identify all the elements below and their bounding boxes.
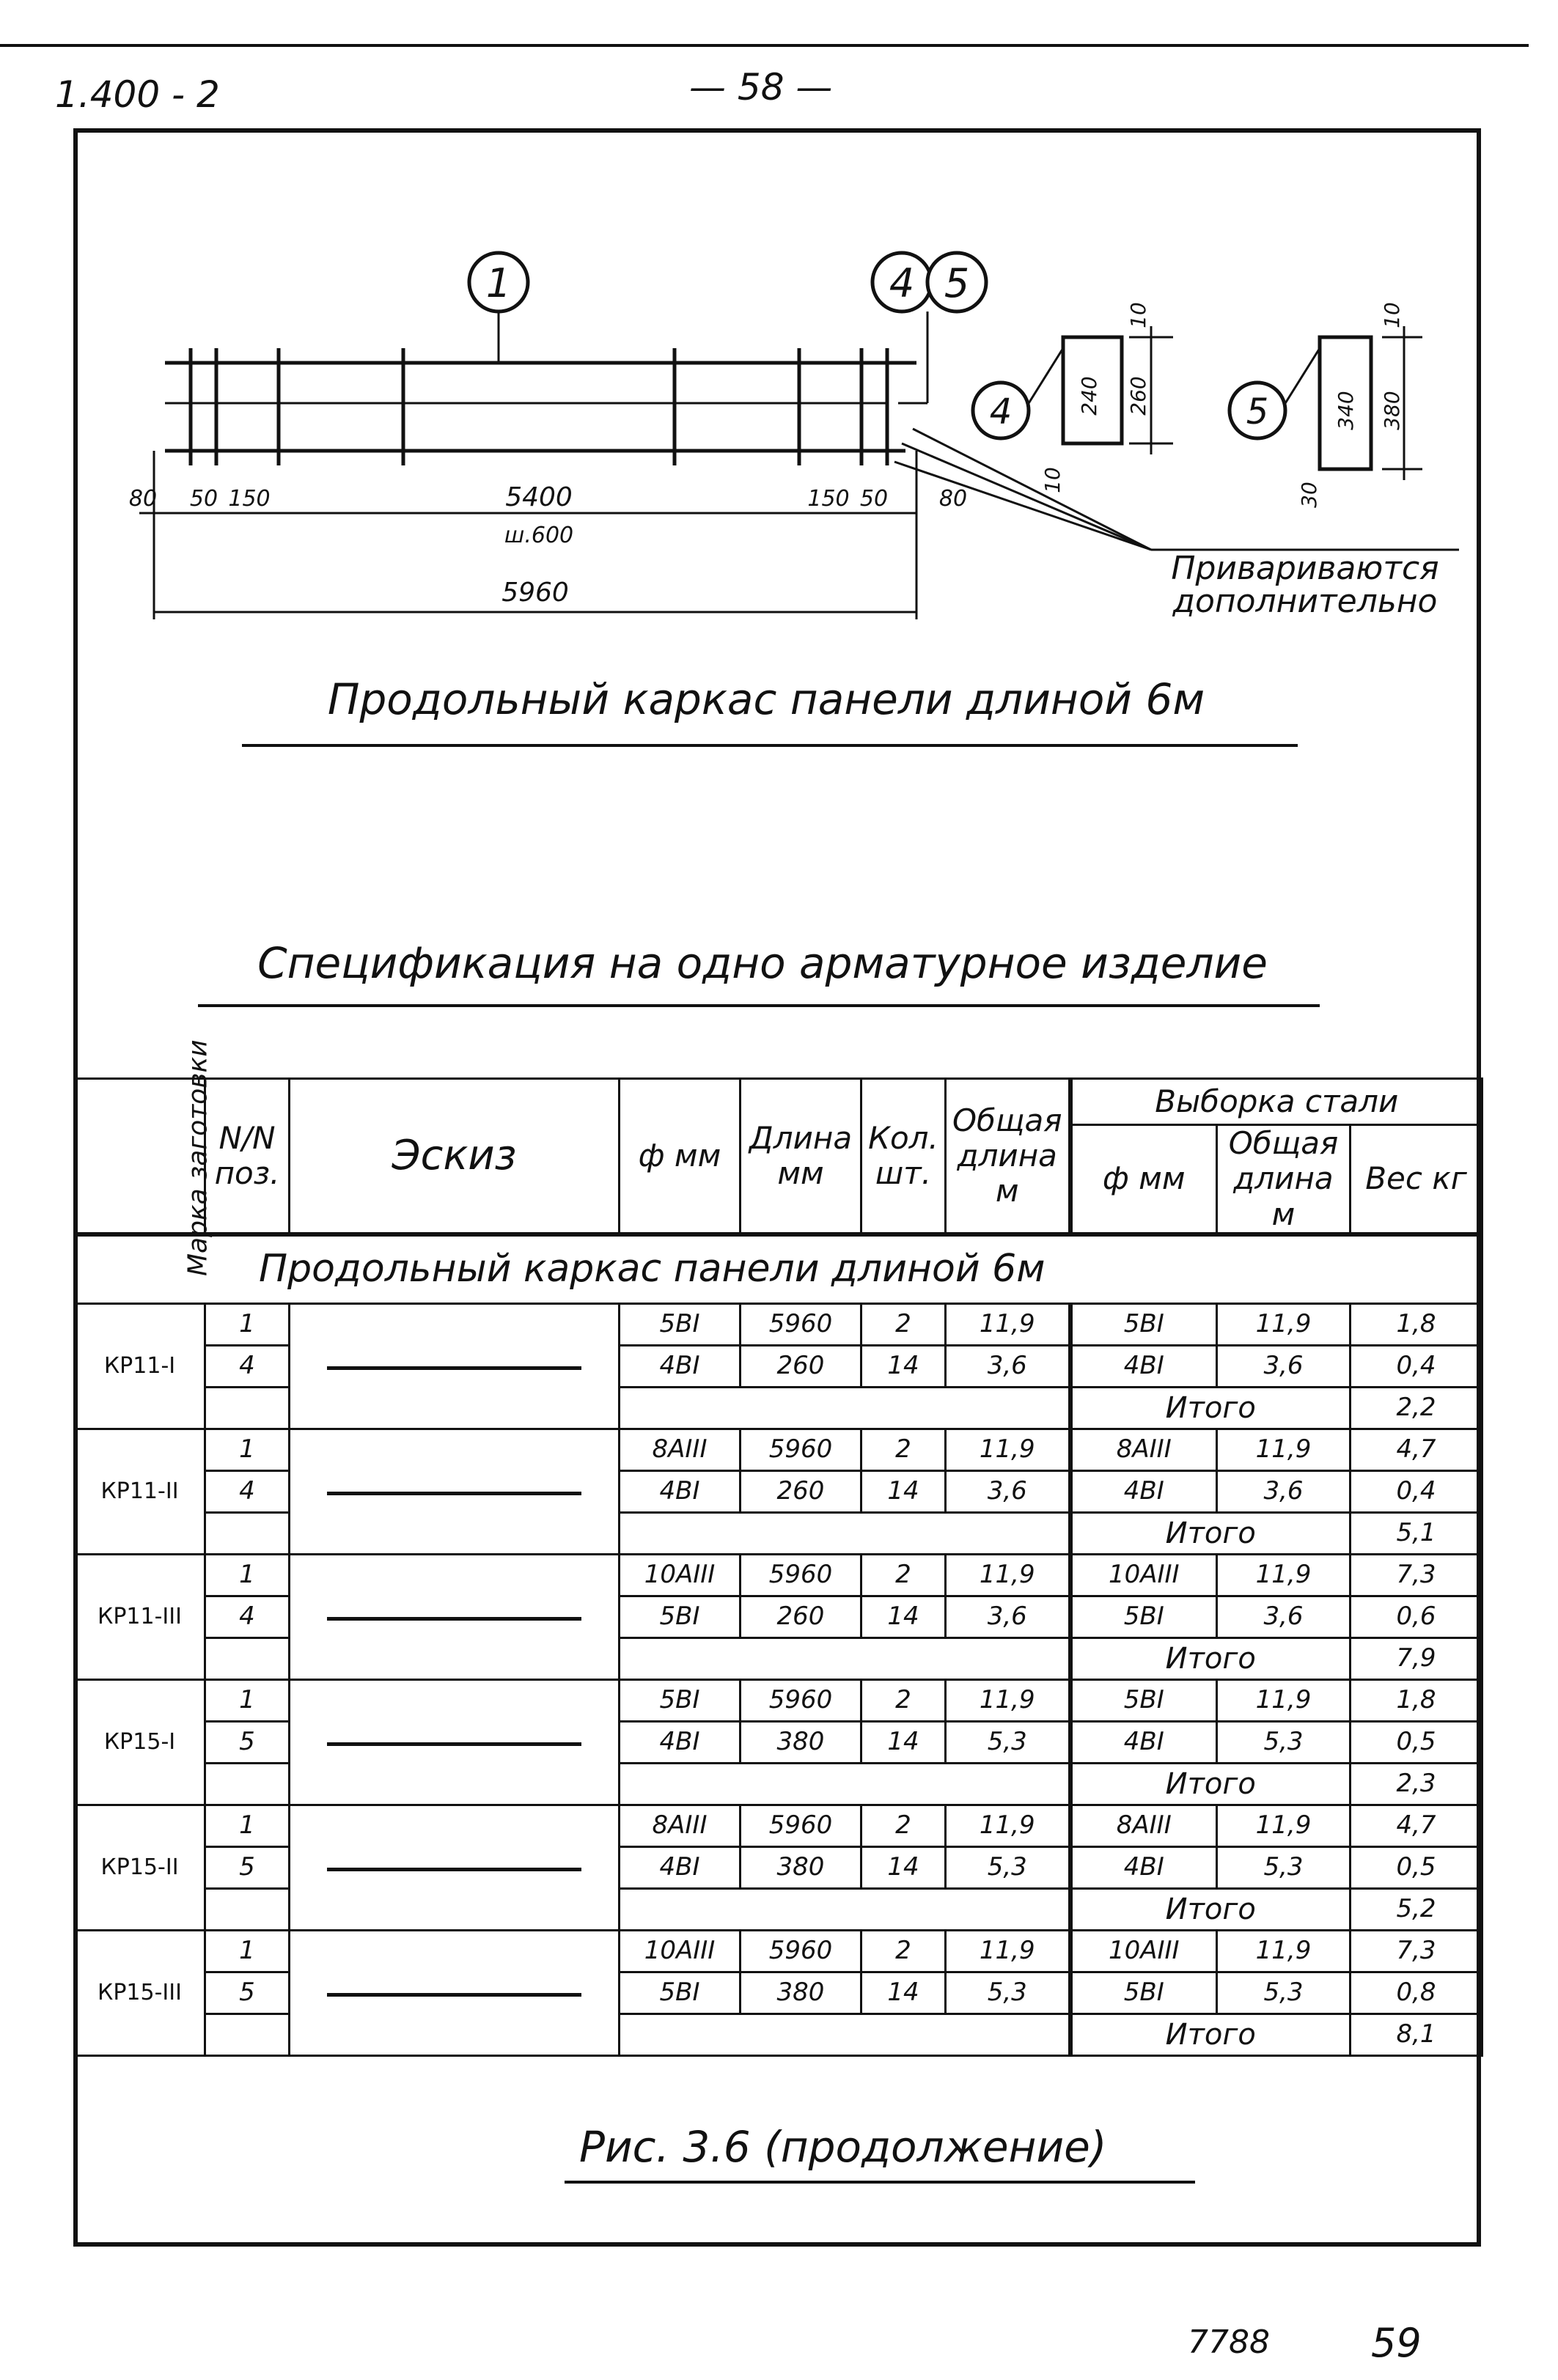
mark-cell: КР15-III [75, 1930, 205, 2055]
total-length-cell: 5,3 [946, 1972, 1070, 2014]
weight-cell: 1,8 [1351, 1303, 1482, 1345]
bar-sketch [327, 1993, 581, 1997]
s-length-cell: 11,9 [1217, 1429, 1351, 1470]
length-cell: 5960 [741, 1805, 861, 1846]
length-cell: 5960 [741, 1930, 861, 1972]
qty-cell: 2 [861, 1429, 946, 1470]
total-row [75, 2014, 1482, 2055]
qty-cell: 14 [861, 1846, 946, 1888]
weight-cell: 1,8 [1351, 1679, 1482, 1721]
s-phi-cell: 5BI [1070, 1596, 1217, 1637]
pos-cell: 1 [205, 1679, 290, 1721]
empty-cell [205, 1763, 290, 1805]
bar-sketch [327, 1868, 581, 1871]
table-row [75, 1303, 1482, 1345]
s-length-cell: 11,9 [1217, 1930, 1351, 1972]
header-mark: Марка заготовки [75, 1079, 205, 1234]
header-sketch: Эскиз [290, 1079, 620, 1234]
mark-cell: КР15-I [75, 1679, 205, 1805]
sketch-cell [290, 1805, 620, 1930]
d4-outer: 260 [1126, 376, 1150, 416]
qty-cell: 14 [861, 1345, 946, 1387]
length-cell: 5960 [741, 1679, 861, 1721]
weight-cell: 0,8 [1351, 1972, 1482, 2014]
total-row [75, 1637, 1482, 1679]
total-row [75, 1763, 1482, 1805]
phi-cell: 10AIII [620, 1554, 741, 1596]
s-phi-cell: 8AIII [1070, 1805, 1217, 1846]
s-length-cell: 3,6 [1217, 1345, 1351, 1387]
total-length-cell: 11,9 [946, 1930, 1070, 1972]
qty-cell: 2 [861, 1930, 946, 1972]
phi-cell: 8AIII [620, 1429, 741, 1470]
callout-1: 1 [485, 260, 512, 306]
top-rule [0, 44, 1529, 47]
pos-cell: 1 [205, 1930, 290, 1972]
length-cell: 380 [741, 1972, 861, 2014]
s-phi-cell: 5BI [1070, 1972, 1217, 2014]
qty-cell: 2 [861, 1303, 946, 1345]
page-number: — 58 — [689, 66, 833, 108]
d4-inner: 240 [1077, 376, 1101, 416]
dim-right-space: 150 [807, 486, 850, 512]
qty-cell: 14 [861, 1470, 946, 1512]
total-weight: 2,2 [1351, 1387, 1482, 1429]
s-phi-cell: 4BI [1070, 1721, 1217, 1763]
length-cell: 5960 [741, 1554, 861, 1596]
s-length-cell: 11,9 [1217, 1805, 1351, 1846]
phi-cell: 4BI [620, 1470, 741, 1512]
weight-cell: 4,7 [1351, 1429, 1482, 1470]
phi-cell: 4BI [620, 1721, 741, 1763]
weight-cell: 0,4 [1351, 1470, 1482, 1512]
total-length-cell: 3,6 [946, 1596, 1070, 1637]
sketch-cell [290, 1679, 620, 1805]
length-cell: 260 [741, 1596, 861, 1637]
phi-cell: 5BI [620, 1679, 741, 1721]
qty-cell: 14 [861, 1972, 946, 2014]
weight-cell: 0,6 [1351, 1596, 1482, 1637]
s-phi-cell: 4BI [1070, 1470, 1217, 1512]
table-row [75, 1805, 1482, 1846]
total-label: Итого [1070, 1888, 1351, 1930]
weight-cell: 7,3 [1351, 1554, 1482, 1596]
pos-cell: 1 [205, 1805, 290, 1846]
empty-cell [620, 1637, 1070, 1679]
total-label: Итого [1070, 1387, 1351, 1429]
total-length-cell: 11,9 [946, 1805, 1070, 1846]
total-row [75, 1512, 1482, 1554]
s-length-cell: 5,3 [1217, 1846, 1351, 1888]
qty-cell: 14 [861, 1721, 946, 1763]
empty-cell [205, 2014, 290, 2055]
header-total-length: Общая длина м [946, 1079, 1070, 1234]
header-sampling: Выборка стали [1070, 1079, 1482, 1125]
dim-left-space: 150 [228, 486, 271, 512]
header-s-phi: ф мм [1070, 1125, 1217, 1234]
total-weight: 5,2 [1351, 1888, 1482, 1930]
note-line2: дополнительно [1172, 583, 1438, 620]
dim-left-gap: 50 [189, 486, 218, 512]
s-length-cell: 11,9 [1217, 1679, 1351, 1721]
d4-bottom: 10 [1040, 467, 1065, 493]
mark-cell: КР11-II [75, 1429, 205, 1554]
dim-right-gap: 50 [859, 486, 889, 512]
footer-sheet: 59 [1371, 2320, 1422, 2366]
empty-cell [620, 1763, 1070, 1805]
s-phi-cell: 10AIII [1070, 1930, 1217, 1972]
detail4-label: 4 [989, 391, 1013, 432]
table-row [75, 1554, 1482, 1596]
total-length-cell: 3,6 [946, 1345, 1070, 1387]
dim-left-end: 80 [128, 486, 158, 512]
pos-cell: 4 [205, 1596, 290, 1637]
total-row [75, 1888, 1482, 1930]
frame-drawing [73, 128, 1481, 737]
drawing-title-underline [242, 744, 1298, 747]
weight-cell: 7,3 [1351, 1930, 1482, 1972]
length-cell: 380 [741, 1846, 861, 1888]
total-weight: 8,1 [1351, 2014, 1482, 2055]
table-row [75, 1429, 1482, 1470]
empty-cell [620, 1888, 1070, 1930]
header-pos: N/N поз. [205, 1079, 290, 1234]
section-title: Продольный каркас панели длиной 6м [75, 1234, 1482, 1304]
spec-title: Спецификация на одно арматурное изделие [257, 938, 1268, 988]
length-cell: 5960 [741, 1429, 861, 1470]
phi-cell: 4BI [620, 1846, 741, 1888]
d5-inner: 340 [1334, 391, 1358, 430]
table-row [75, 1846, 1482, 1888]
dim-middle-sub: ш.600 [504, 523, 574, 548]
weight-cell: 0,4 [1351, 1345, 1482, 1387]
total-length-cell: 11,9 [946, 1679, 1070, 1721]
total-weight: 2,3 [1351, 1763, 1482, 1805]
phi-cell: 4BI [620, 1345, 741, 1387]
total-length-cell: 3,6 [946, 1470, 1070, 1512]
s-length-cell: 3,6 [1217, 1470, 1351, 1512]
d5-outer: 380 [1380, 391, 1404, 430]
total-length-cell: 5,3 [946, 1846, 1070, 1888]
pos-cell: 1 [205, 1554, 290, 1596]
document-code: 1.400 - 2 [55, 73, 220, 116]
header-s-length: Общая длина м [1217, 1125, 1351, 1234]
total-label: Итого [1070, 1637, 1351, 1679]
spec-title-underline [198, 1004, 1320, 1007]
total-weight: 5,1 [1351, 1512, 1482, 1554]
callout-5: 5 [944, 260, 970, 306]
total-label: Итого [1070, 2014, 1351, 2055]
empty-cell [205, 1512, 290, 1554]
qty-cell: 2 [861, 1679, 946, 1721]
weight-cell: 0,5 [1351, 1846, 1482, 1888]
footer-code: 7788 [1188, 2324, 1270, 2361]
table-row [75, 1930, 1482, 1972]
total-length-cell: 5,3 [946, 1721, 1070, 1763]
d4-top: 10 [1126, 302, 1150, 328]
phi-cell: 8AIII [620, 1805, 741, 1846]
d5-bottom: 30 [1297, 482, 1321, 508]
s-length-cell: 3,6 [1217, 1596, 1351, 1637]
total-label: Итого [1070, 1763, 1351, 1805]
s-phi-cell: 4BI [1070, 1846, 1217, 1888]
empty-cell [205, 1387, 290, 1429]
sketch-cell [290, 1554, 620, 1679]
table-row [75, 1721, 1482, 1763]
bar-sketch [327, 1742, 581, 1746]
length-cell: 260 [741, 1345, 861, 1387]
empty-cell [205, 1888, 290, 1930]
phi-cell: 5BI [620, 1972, 741, 2014]
s-length-cell: 5,3 [1217, 1721, 1351, 1763]
header-qty: Кол. шт. [861, 1079, 946, 1234]
figure-caption: Рис. 3.6 (продолжение) [579, 2122, 1107, 2172]
dim-total: 5960 [501, 578, 569, 608]
phi-cell: 5BI [620, 1596, 741, 1637]
s-phi-cell: 10AIII [1070, 1554, 1217, 1596]
header-length: Длина мм [741, 1079, 861, 1234]
total-length-cell: 11,9 [946, 1303, 1070, 1345]
pos-cell: 5 [205, 1972, 290, 2014]
qty-cell: 2 [861, 1805, 946, 1846]
bar-sketch [327, 1492, 581, 1495]
figure-caption-underline [565, 2181, 1195, 2184]
table-row [75, 1345, 1482, 1387]
mark-cell: КР11-III [75, 1554, 205, 1679]
total-weight: 7,9 [1351, 1637, 1482, 1679]
bar-sketch [327, 1617, 581, 1621]
s-phi-cell: 8AIII [1070, 1429, 1217, 1470]
dim-middle: 5400 [505, 482, 573, 512]
mark-cell: КР11-I [75, 1303, 205, 1429]
empty-cell [620, 1512, 1070, 1554]
table-row [75, 1470, 1482, 1512]
sketch-cell [290, 1930, 620, 2055]
length-cell: 5960 [741, 1303, 861, 1345]
header-phi: ф мм [620, 1079, 741, 1234]
empty-cell [620, 1387, 1070, 1429]
length-cell: 380 [741, 1721, 861, 1763]
pos-cell: 4 [205, 1470, 290, 1512]
s-phi-cell: 5BI [1070, 1303, 1217, 1345]
phi-cell: 5BI [620, 1303, 741, 1345]
s-phi-cell: 5BI [1070, 1679, 1217, 1721]
pos-cell: 4 [205, 1345, 290, 1387]
table-row [75, 1596, 1482, 1637]
callout-4: 4 [889, 260, 915, 306]
d5-top: 10 [1380, 302, 1404, 328]
s-phi-cell: 4BI [1070, 1345, 1217, 1387]
note-line1: Привариваются [1171, 550, 1439, 587]
pos-cell: 5 [205, 1846, 290, 1888]
header-s-weight: Вес кг [1351, 1125, 1482, 1234]
total-length-cell: 11,9 [946, 1429, 1070, 1470]
drawing-title: Продольный каркас панели длиной 6м [327, 674, 1205, 724]
pos-cell: 1 [205, 1429, 290, 1470]
sketch-cell [290, 1303, 620, 1429]
length-cell: 260 [741, 1470, 861, 1512]
s-length-cell: 5,3 [1217, 1972, 1351, 2014]
total-length-cell: 11,9 [946, 1554, 1070, 1596]
s-length-cell: 11,9 [1217, 1554, 1351, 1596]
table-row [75, 1679, 1482, 1721]
qty-cell: 2 [861, 1554, 946, 1596]
phi-cell: 10AIII [620, 1930, 741, 1972]
pos-cell: 1 [205, 1303, 290, 1345]
total-label: Итого [1070, 1512, 1351, 1554]
bar-sketch [327, 1366, 581, 1370]
empty-cell [205, 1637, 290, 1679]
mark-cell: КР15-II [75, 1805, 205, 1930]
table-row [75, 1972, 1482, 2014]
sketch-cell [290, 1429, 620, 1554]
pos-cell: 5 [205, 1721, 290, 1763]
spec-table [73, 1039, 1483, 2057]
weight-cell: 0,5 [1351, 1721, 1482, 1763]
weight-cell: 4,7 [1351, 1805, 1482, 1846]
dim-right-end: 80 [938, 486, 968, 512]
s-length-cell: 11,9 [1217, 1303, 1351, 1345]
detail5-label: 5 [1246, 391, 1269, 432]
qty-cell: 14 [861, 1596, 946, 1637]
total-row [75, 1387, 1482, 1429]
empty-cell [620, 2014, 1070, 2055]
